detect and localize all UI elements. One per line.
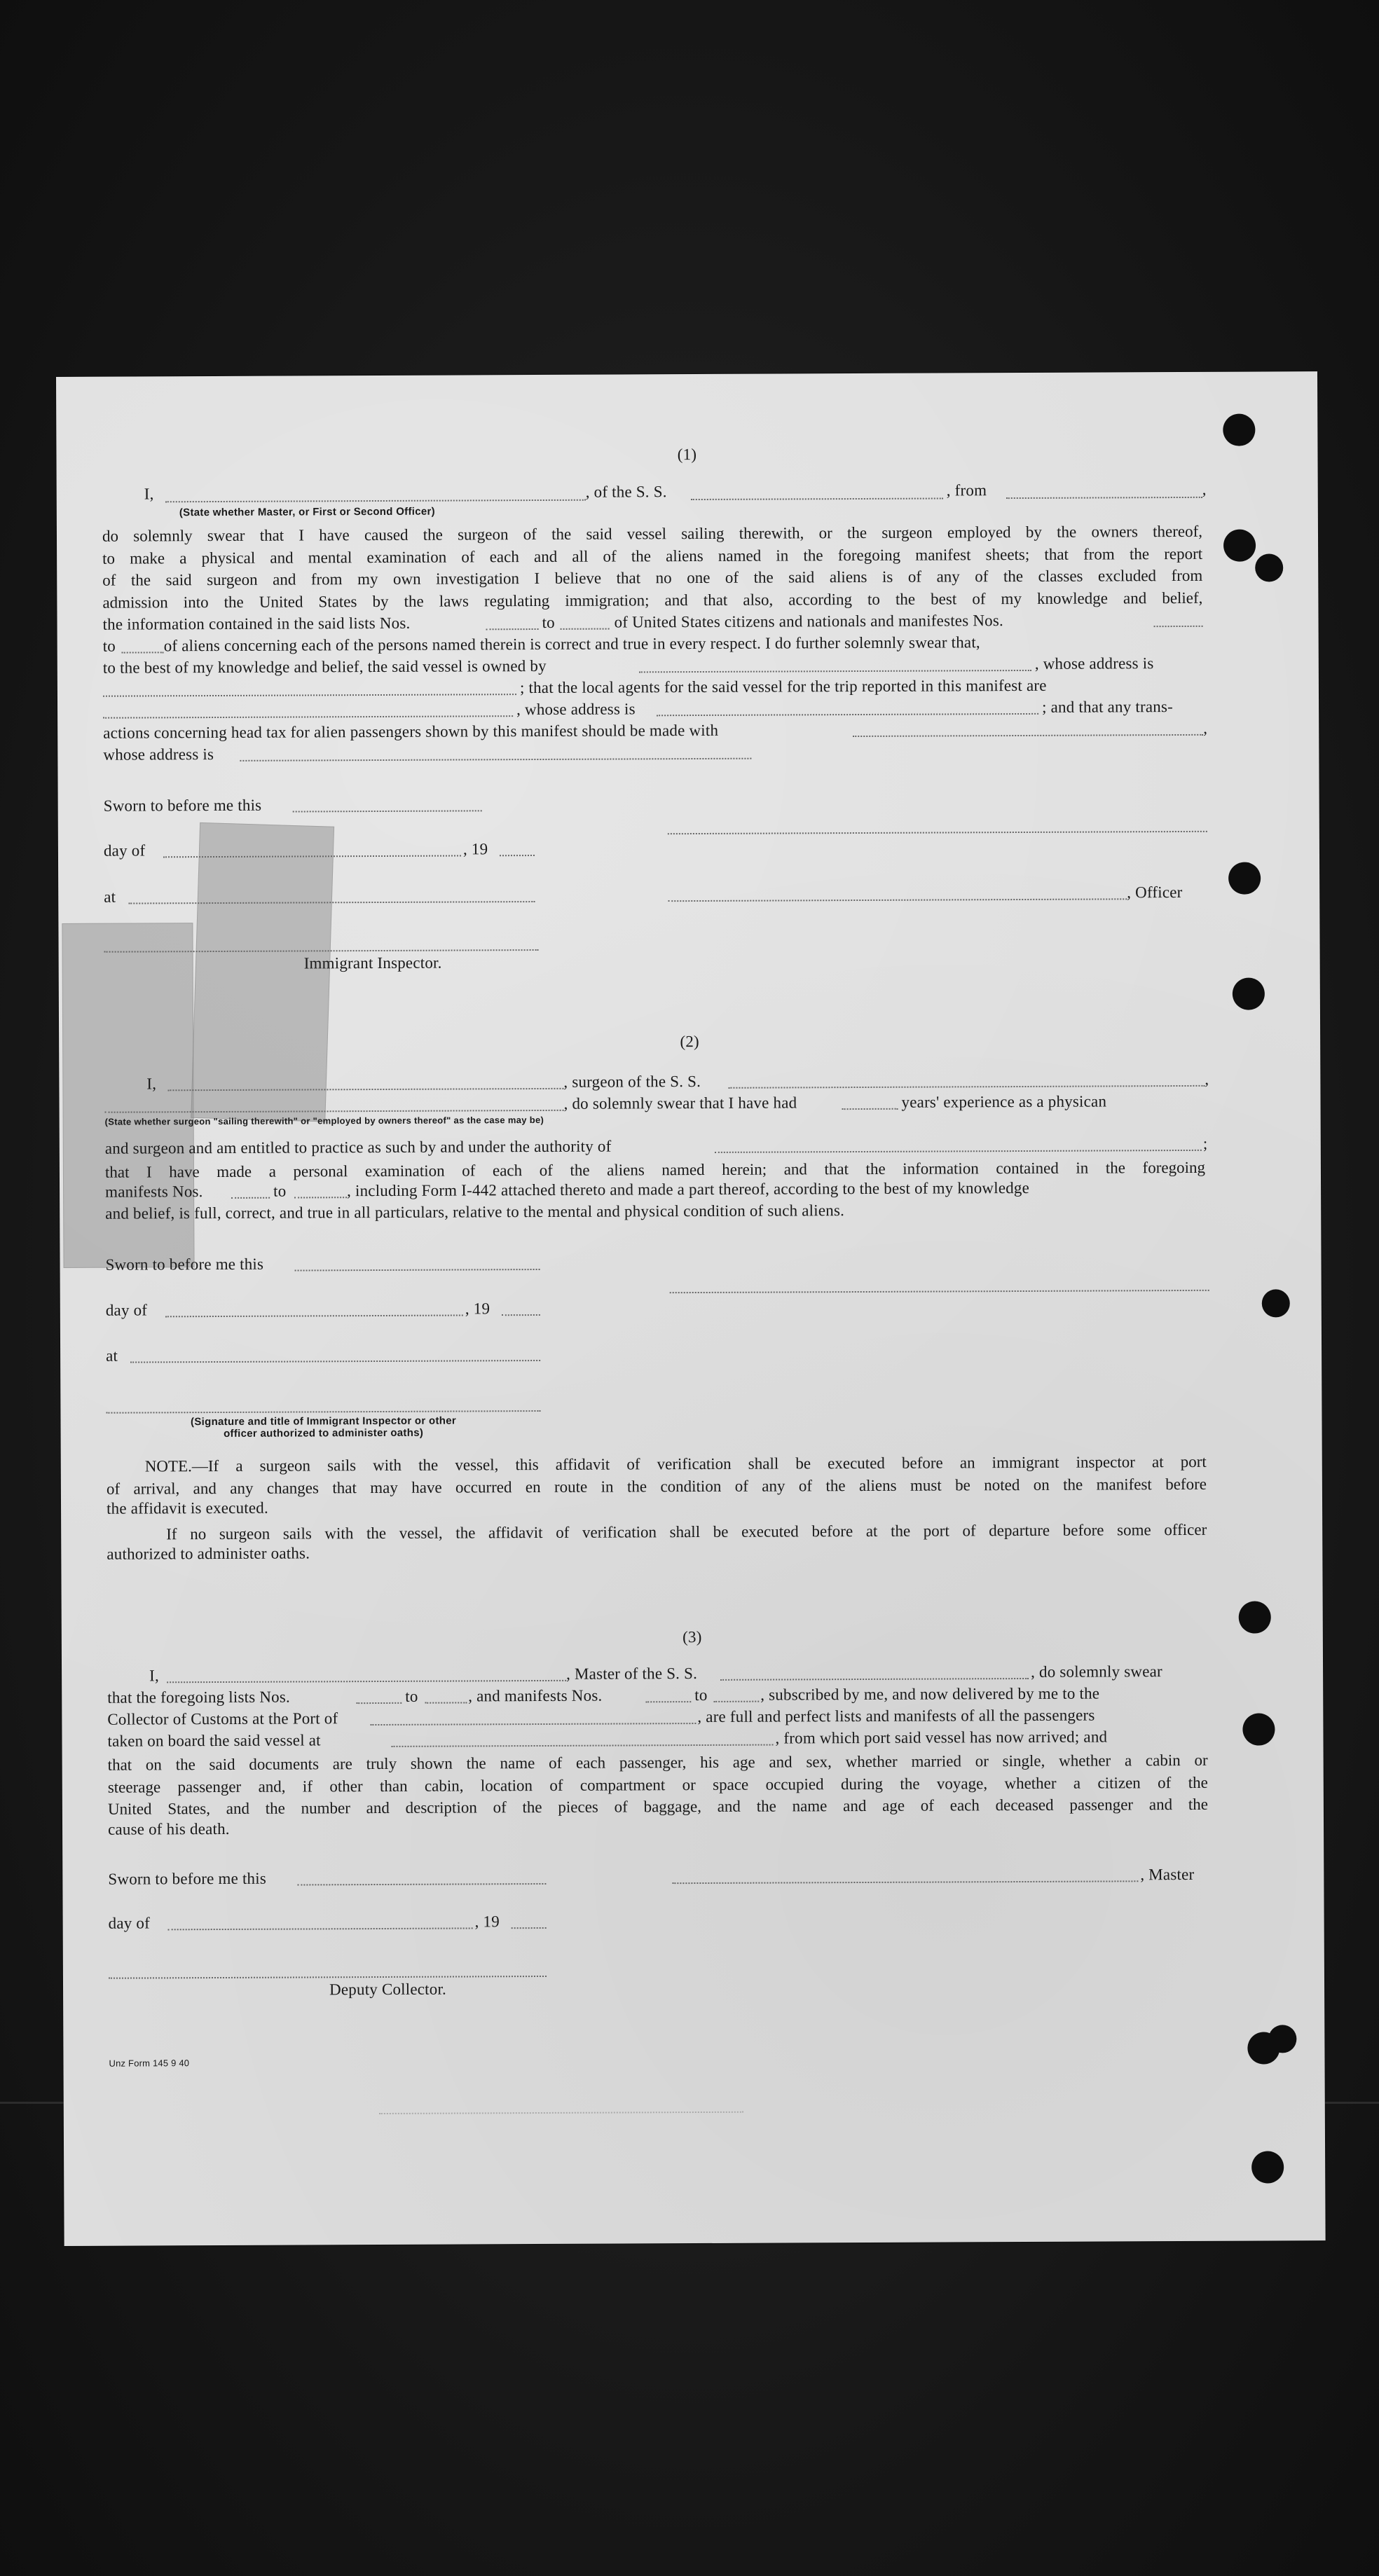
paragraph-line: and belief, is full, correct, and true in all particulars, relative to the mental and physical condition of such aliens.: [105, 1201, 845, 1222]
fill-line: [853, 734, 1203, 737]
punch-hole: [1223, 414, 1255, 446]
section-number: (2): [680, 1033, 699, 1051]
field-note: (State whether Master, or First or Second Officer): [179, 505, 435, 519]
at-label: at: [106, 1346, 118, 1365]
fill-line: [293, 810, 482, 812]
signature-line: [672, 1880, 1138, 1884]
fill-line: [294, 1197, 347, 1198]
fill-line: [168, 1927, 473, 1930]
field-label: , surgeon of the S. S.: [563, 1072, 701, 1091]
paragraph-line: to: [542, 613, 555, 631]
signature-note: (Signature and title of Immigrant Inspector or other: [190, 1414, 457, 1428]
fill-line: [502, 1314, 540, 1316]
fill-line: [425, 1702, 467, 1703]
note-paragraph: NOTE.—If a surgeon sails with the vessel, this affidavit of verification shall be executed before an immigrant inspector at port of arrival, and any changes that may have occurred en route in the condition of any of the aliens must be noted on the manifest before: [106, 1452, 1207, 1498]
paragraph-line: actions concerning head tax for alien passengers shown by this manifest should be made with: [103, 721, 719, 742]
sworn-label: Sworn to before me this: [103, 796, 262, 815]
fill-line: [657, 713, 1038, 716]
signature-line: [106, 1410, 540, 1414]
paragraph-line: of United States citizens and nationals and manifestes Nos.: [614, 612, 1003, 631]
affidavit-paragraph: that on the said documents are truly shown the name of each passenger, his age and sex, whether married or single, whether a cabin or steerage passenger and, if other than cabin, location of compartment or space occupied during the voyage, whether a citizen of the United States, and the number and description of the pieces of baggage, and the name and age of each deceased passenger and the: [107, 1751, 1208, 1818]
year-label: , 19: [474, 1913, 500, 1931]
punch-hole: [1242, 1713, 1275, 1745]
field-label: I,: [144, 485, 154, 503]
fill-line: [103, 715, 513, 719]
field-label: , of the S. S.: [585, 483, 667, 501]
sworn-label: Sworn to before me this: [108, 1869, 267, 1888]
paragraph-line: the affidavit is executed.: [106, 1499, 268, 1517]
fill-line: [639, 670, 1031, 673]
paragraph-line: , from which port said vessel has now arrived; and: [775, 1728, 1108, 1747]
fill-line: [392, 1744, 774, 1747]
punch-hole: [1223, 530, 1256, 562]
field-label: I,: [146, 1075, 157, 1093]
fill-line: [103, 694, 516, 697]
fill-line: [645, 1701, 691, 1702]
punch-hole: [1262, 1289, 1290, 1317]
field-note: (State whether surgeon "sailing therewith" or "employed by owners thereof" as the case may be): [104, 1114, 544, 1127]
paragraph-line: , whose address is: [516, 700, 636, 719]
day-label: day of: [103, 841, 146, 860]
paragraph-line: to the best of my knowledge and belief, the said vessel is owned by: [102, 656, 547, 677]
paragraph-line: authorized to administer oaths.: [107, 1544, 310, 1563]
paragraph-line: that the foregoing lists Nos.: [107, 1688, 290, 1707]
paragraph-line: to: [694, 1686, 708, 1704]
fill-line: [668, 898, 1127, 902]
paragraph-line: of aliens concerning each of the persons named therein is correct and true in every respect. I do further solemnly swear that,: [163, 633, 980, 655]
punch-hole: [1233, 977, 1265, 1010]
fill-line: [713, 1701, 759, 1702]
year-label: , 19: [462, 840, 488, 858]
paragraph-line: , whose address is: [1034, 654, 1154, 673]
paragraph-line: Collector of Customs at the Port of: [107, 1709, 338, 1728]
signature-note: officer authorized to administer oaths): [224, 1426, 424, 1440]
fill-line: [231, 1197, 270, 1199]
manifest-affidavit-page: (1) I, , of the S. S. , from , (State whether Master, or First or Second Officer) do solemnly swear that I have caused the surgeon of the said vessel sailing therewith, or the surgeon employed by the owners thereof, to make a physical and mental examination of each and all of the aliens named in the foregoing manifest sheets; that from the report of the said surgeon and from my own investigation I believe that no one of the said aliens is of any of the classes excluded from admission into the United States by the laws regulating immigration; and that also, according to the best of my knowledge and belief, the information contained in the said lists Nos. to of United States citizens and nationals and manifestes Nos. to of aliens concerning each of the persons named therein is correct and true in every respect. I do further solemnly swear that, to the best of my knowledge and belief, the said vessel is owned by , whose address is ; that the local agents for the said vessel for the trip reported in this manifest are , whose address is ; and that any trans- actions concerning head tax for alien passengers shown by this manifest should be made with , whose address is Sworn to before me this day of , 19 at , Officer Immigrant Inspector. (2) I, , surgeon of the S. S. , , do solemnly swear that I have had years' experience as a physican (State whether surgeon "sailing therewith" or "employed by owners thereof" as the case may be) and surgeon and am entitled to practice as such by and under the authority of ; that I have made a personal examination of each of the aliens named herein; and that the information contained in the foregoing manifests Nos. to , including Form I-442 attached thereto and made a part thereof, according to the best of my knowledge and belief, is full, correct, and true in all particulars, relative to the mental and physical condition of such aliens. Sworn to before me this day of , 19 at (Signature and title of Immigrant Inspector or other officer authorized to administer oaths) NOTE.—If a surgeon sails with the vessel, this affidavit of verification shall be executed before an immigrant inspector at port of arrival, and any changes that may have occurred en route in the condition of any of the aliens must be noted on the manifest before the affidavit is executed. If no surgeon sails with the vessel, the affidavit of verification shall be executed before at the port of departure before some officer authorized to administer oaths. (3) I, , Master of the S. S. , do solemnly swear that the foregoing lists Nos. to , and manifests Nos. to , subscribed by me, and now delivered by me to the Collector of Customs at the Port of , are full and perfect lists and manifests of all the passengers taken on board the said vessel at , from which port said vessel has now arrived; and that on the said documents are truly shown the name of each passenger, his age and sex, whether married or single, whether a cabin or steerage passenger and, if other than cabin, location of compartment or space occupied during the voyage, whether a citizen of the United States, and the number and description of the pieces of baggage, and the name and age of each deceased passenger and the cause of his death. Sworn to before me this , Master day of , 19 Deputy Collector. Unz Form 145 9 40: [56, 371, 1326, 2246]
fill-line: [295, 1269, 540, 1272]
paragraph-line: the information contained in the said lists Nos.: [102, 614, 411, 633]
fill-line: [715, 1150, 1202, 1153]
paragraph-line: taken on board the said vessel at: [107, 1731, 321, 1750]
faint-line: [379, 2112, 743, 2114]
master-label: , Master: [1140, 1865, 1195, 1884]
signature-line: [668, 831, 1207, 834]
fill-line: [356, 1702, 402, 1704]
signature-line: [670, 1290, 1209, 1293]
fill-line: [486, 628, 539, 630]
inspector-label: Immigrant Inspector.: [303, 953, 442, 972]
vessel-name-line: [691, 497, 943, 500]
note-paragraph: If no surgeon sails with the vessel, the affidavit of verification shall be executed before at the port of departure before some officer: [166, 1520, 1207, 1543]
paragraph-line: and surgeon and am entitled to practice as such by and under the authority of: [104, 1137, 612, 1157]
field-label: , do solemnly swear: [1031, 1662, 1162, 1681]
signature-line: [109, 1976, 547, 1979]
year-label: , 19: [465, 1300, 490, 1318]
section-number: (1): [677, 446, 697, 464]
fill-line: [728, 1085, 1205, 1089]
fill-line: [297, 1883, 546, 1886]
fill-line: [165, 1314, 463, 1317]
field-label: , Master of the S. S.: [566, 1665, 698, 1683]
fill-line: [1154, 626, 1203, 627]
punch-hole: [1255, 553, 1283, 581]
field-label: , from: [946, 481, 987, 500]
at-label: at: [104, 888, 116, 906]
fill-line: [842, 1108, 898, 1110]
paragraph-line: to: [102, 637, 116, 655]
punch-hole: [1251, 2151, 1284, 2183]
deputy-label: Deputy Collector.: [329, 1980, 447, 1999]
day-label: day of: [108, 1914, 151, 1932]
paragraph-line: ; that the local agents for the said vessel for the trip reported in this manifest are: [519, 676, 1047, 697]
paragraph-line: to: [273, 1182, 287, 1200]
from-port-line: [1006, 497, 1202, 499]
officer-name-line: [165, 500, 586, 503]
day-label: day of: [105, 1301, 148, 1319]
paragraph-line: to: [405, 1687, 418, 1705]
paragraph-line: , including Form I-442 attached thereto and made a part thereof, according to the best of my knowledge: [347, 1178, 1030, 1200]
field-label: , do solemnly swear that I have had: [563, 1094, 797, 1113]
paragraph-line: , are full and perfect lists and manifests of all the passengers: [697, 1706, 1095, 1726]
field-label: I,: [149, 1667, 159, 1685]
paragraph-line: whose address is: [103, 745, 214, 764]
sworn-label: Sworn to before me this: [105, 1255, 264, 1274]
punch-hole: [1268, 2025, 1296, 2053]
fill-line: [561, 628, 610, 630]
paragraph-line: , subscribed by me, and now delivered by me to the: [760, 1684, 1100, 1704]
section-number: (3): [682, 1627, 702, 1646]
fill-line: [122, 652, 164, 653]
officer-label: , Officer: [1127, 883, 1183, 902]
paragraph-line: ; and that any trans-: [1042, 698, 1173, 716]
fill-line: [720, 1678, 1029, 1681]
fill-line: [500, 855, 535, 856]
paragraph-line: cause of his death.: [107, 1819, 230, 1838]
fill-line: [130, 1360, 540, 1363]
paragraph-line: manifests Nos.: [105, 1183, 203, 1201]
punch-hole: [1228, 862, 1261, 895]
fill-line: [370, 1723, 696, 1726]
field-label: years' experience as a physican: [901, 1092, 1107, 1111]
fill-line: [240, 758, 751, 762]
affidavit-paragraph: do solemnly swear that I have caused the surgeon of the said vessel sailing therewith, or the surgeon employed by the owners thereof, to make a physical and mental examination of each and all of the aliens named in the foregoing manifest sheets; that from the report of the said surgeon and from my own investigation I believe that no one of the said aliens is of any of the classes excluded from admission into the United States by the laws regulating immigration; and that also, according to the best of my knowledge and belief,: [102, 522, 1203, 612]
form-number: Unz Form 145 9 40: [109, 2058, 190, 2069]
fill-line: [512, 1927, 547, 1929]
fill-line: [167, 1680, 566, 1683]
paragraph-line: , and manifests Nos.: [468, 1686, 603, 1705]
affidavit-paragraph: that I have made a personal examination of each of the aliens named herein; and that the information contained in the foregoing: [104, 1158, 1205, 1181]
